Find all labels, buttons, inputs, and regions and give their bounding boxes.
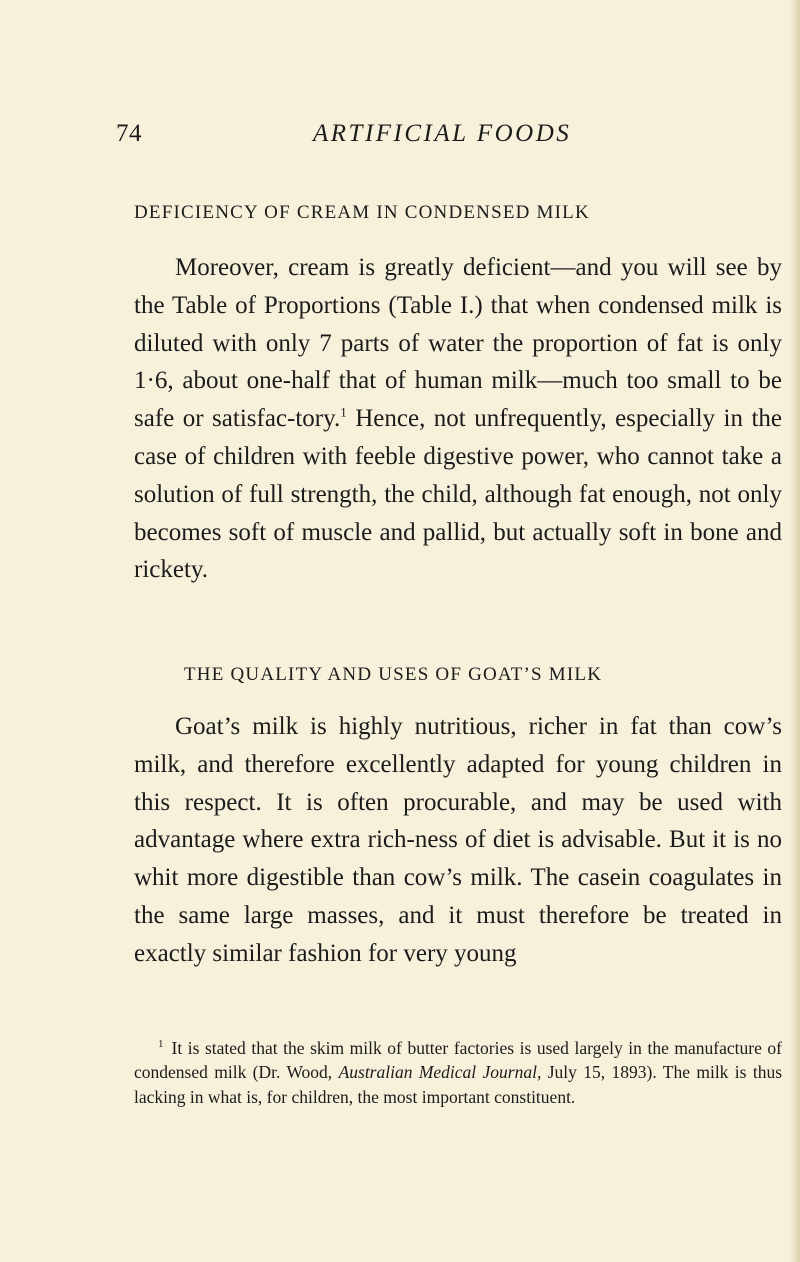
running-head: ARTIFICIAL FOODS — [313, 120, 572, 147]
section-heading-cream-deficiency: DEFICIENCY OF CREAM IN CONDENSED MILK — [134, 202, 590, 223]
page-header — [0, 120, 800, 160]
footnote-marker: 1 — [158, 1038, 164, 1050]
footnote-reference: 1 — [340, 404, 347, 420]
page-edge-shadow — [790, 0, 800, 1262]
paragraph-text-part: Hence, not unfrequently, especially in the case of children with feeble digestive power, who cannot take a solution of full strength, the child, although fat enough, not only becomes soft of muscle and pallid, but actually soft in bone and rickety. — [134, 405, 782, 584]
section-heading-goats-milk: THE QUALITY AND USES OF GOAT’S MILK — [184, 664, 603, 685]
footnote — [134, 1032, 782, 1109]
paragraph-goats-milk: Goat’s milk is highly nutritious, richer in fat than cow’s milk, and therefore excellently adapted for young children in this respect. It is often procurable, and may be used with advantage where extra rich-ness of diet is advisable. But it is no whit more digestible than cow’s milk. The casein coagulates in the same large masses, and it must therefore be treated in exactly similar fashion for very young — [134, 713, 782, 967]
footnote-citation-title: Australian Medical Journal — [338, 1062, 537, 1083]
footnote-text: , July 15, 1893). The milk is thus lacking in what is, for children, the most important constituent. — [134, 1062, 783, 1107]
paragraph-text-part: Moreover, cream is greatly deficient—and you will see by the Table of Proportions (Table I.) that when condensed milk is diluted with only 7 parts of water the proportion of fat is only 1·6, about one-half that of human milk—much too small to be safe or satisfac-tory. — [134, 254, 782, 433]
page-number: 74 — [116, 120, 142, 147]
footnote-text: It is stated that the skim milk of butter factories is used largely in the manufacture of condensed milk (Dr. Wood, — [134, 1037, 782, 1083]
paragraph-cream-deficiency — [134, 249, 782, 589]
